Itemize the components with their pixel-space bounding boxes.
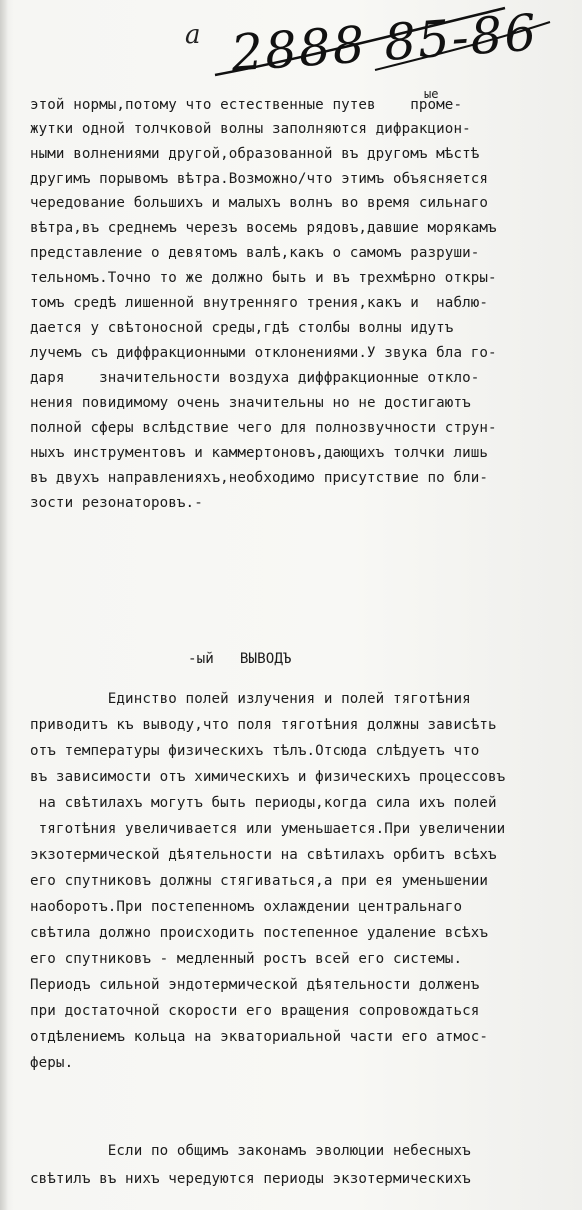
text-line: отъ температуры физическихъ тѣлъ.Отсюда слѣдуетъ что <box>30 743 480 759</box>
text-line: ныхъ инструментовъ и каммертоновъ,дающихъ толчки лишь <box>30 445 489 461</box>
text-line: полной сферы вслѣдствие чего для полнозвучности струн- <box>30 420 497 436</box>
text-line: тельномъ.Точно то же должно быть и въ трехмѣрно откры- <box>30 270 497 286</box>
text-line: вѣтра,въ среднемъ черезъ восемь рядовъ,давшие морякамъ <box>30 220 497 236</box>
handwritten-number: 2888 85-86 <box>229 3 540 83</box>
inserted-word: ые <box>424 87 439 101</box>
text-line: въ зависимости отъ химическихъ и физическихъ процессовъ <box>30 769 506 785</box>
text-line: представление о девятомъ валѣ,какъ о самомъ разруши- <box>30 245 480 261</box>
text-line: свѣтилъ въ нихъ чередуются периоды экзотермическихъ <box>30 1171 471 1187</box>
text-line: тяготѣния увеличивается или уменьшается.При увеличении <box>30 821 506 837</box>
text-line: на свѣтилахъ могутъ быть периоды,когда сила ихъ полей <box>30 795 497 811</box>
text-line: Периодъ сильной эндотермической дѣятельности долженъ <box>30 977 480 993</box>
text-line: его спутниковъ - медленный ростъ всей его системы. <box>30 951 463 967</box>
text-line: томъ средѣ лишенной внутренняго трения,какъ и наблю- <box>30 295 489 311</box>
text-line: при достаточной скорости его вращения сопровождаться <box>30 1003 480 1019</box>
text-line: нения повидимому очень значительны но не достигаютъ <box>30 395 471 411</box>
text-line: Единство полей излучения и полей тяготѣния <box>30 691 471 707</box>
text-line: наоборотъ.При постепенномъ охлаждении центральнаго <box>30 899 463 915</box>
strike-through-marks <box>175 0 555 95</box>
text-line: дается у свѣтоносной среды,гдѣ столбы волны идутъ <box>30 320 454 336</box>
text-line: лучемъ съ диффракционными отклонениями.У звука бла го- <box>30 345 497 361</box>
text-line: этой нормы,потому что естественные путев проме- <box>30 97 463 113</box>
text-line: Если по общимъ законамъ эволюции небесныхъ <box>30 1143 471 1159</box>
text-line: феры. <box>30 1055 74 1071</box>
text-line: экзотермической дѣятельности на свѣтилахъ орбитъ всѣхъ <box>30 847 497 863</box>
text-line: другимъ порывомъ вѣтра.Возможно/что этимъ объясняется <box>30 171 489 187</box>
text-line: чередование большихъ и малыхъ волнъ во время сильнаго <box>30 195 489 211</box>
text-line: въ двухъ направленияхъ,необходимо присутствие по бли- <box>30 470 489 486</box>
handwritten-letter: а <box>185 20 201 50</box>
text-line: ными волнениями другой,образованной въ другомъ мѣстѣ <box>30 146 480 162</box>
text-line: даря значительности воздуха диффракционные откло- <box>30 370 480 386</box>
text-line: свѣтила должно происходить постепенное удаление всѣхъ <box>30 925 489 941</box>
text-line: зости резонаторовъ.- <box>30 495 203 511</box>
text-line: приводитъ къ выводу,что поля тяготѣния должны зависѣть <box>30 717 497 733</box>
section-heading: -ый ВЫВОДЪ <box>188 651 292 667</box>
text-line: жутки одной толчковой волны заполняются дифракцион- <box>30 121 471 137</box>
text-line: его спутниковъ должны стягиваться,а при ея уменьшении <box>30 873 489 889</box>
text-line: отдѣлениемъ кольца на экваториальной части его атмос- <box>30 1029 489 1045</box>
handwritten-archive-number <box>175 0 555 95</box>
page-edge-shadow <box>0 0 8 1210</box>
